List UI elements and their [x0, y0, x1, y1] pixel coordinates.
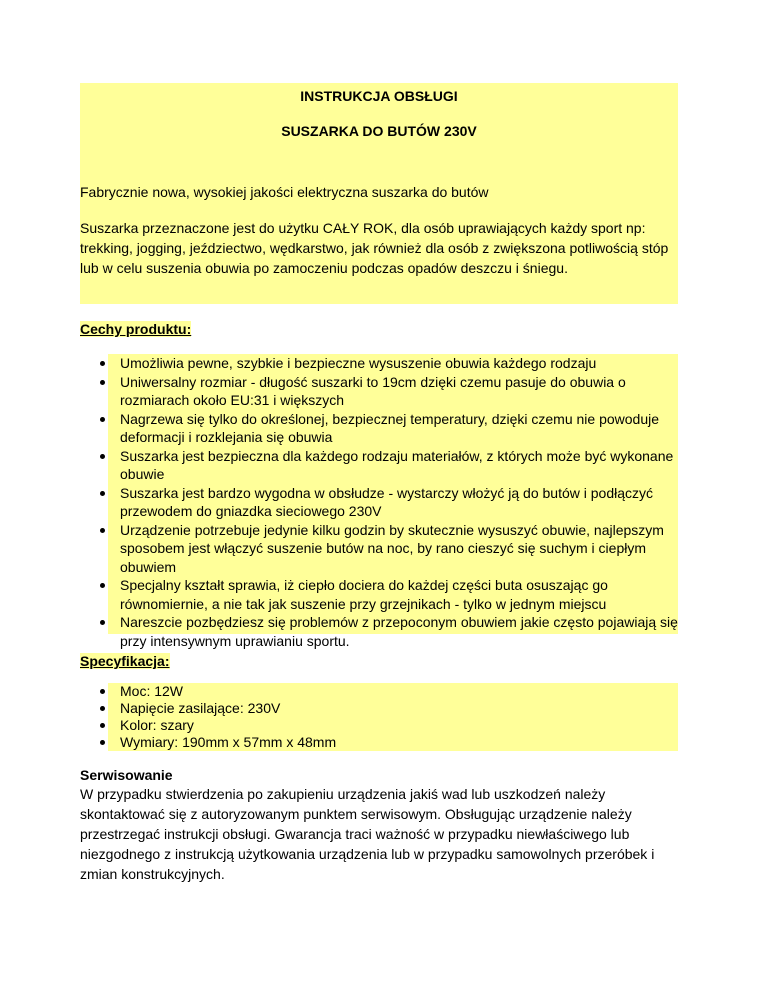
- specs-heading: [80, 652, 170, 670]
- list-item: Moc: 12W: [108, 683, 678, 700]
- list-item: Urządzenie potrzebuje jedynie kilku godzin by skutecznie wysuszyć obuwie, najlepszym sposobem jest włączyć suszenie butów na noc, by rano cieszyć się suchym i ciepłym obuwiem: [108, 521, 678, 577]
- list-item: Kolor: szary: [108, 717, 678, 734]
- list-item: Nagrzewa się tylko do określonej, bezpiecznej temperatury, dzięki czemu nie powoduje deformacji i rozklejania się obuwia: [108, 410, 678, 447]
- document-title: INSTRUKCJA OBSŁUGI: [300, 88, 458, 104]
- list-item: Suszarka jest bardzo wygodna w obsłudze - wystarczy włożyć ją do butów i podłączyć przewodem do gniazdka sieciowego 230V: [108, 484, 678, 521]
- features-heading-text: Cechy produktu:: [80, 321, 192, 337]
- service-heading: Serwisowanie: [80, 767, 173, 783]
- list-item: Wymiary: 190mm x 57mm x 48mm: [108, 734, 678, 751]
- specs-heading-text: Specyfikacja:: [80, 653, 170, 669]
- list-item: Umożliwia pewne, szybkie i bezpieczne wysuszenie obuwia każdego rodzaju: [108, 354, 678, 373]
- features-heading: [80, 320, 191, 338]
- list-item: Suszarka jest bezpieczna dla każdego rodzaju materiałów, z których może być wykonane obuwie: [108, 447, 678, 484]
- intro-paragraph: Suszarka przeznaczone jest do użytku CAŁY ROK, dla osób uprawiających każdy sport np: trekking, jogging, jeździectwo, wędkarstwo, jak również dla osób z zwiększona potliwością stóp lub w celu suszenia obuwia po zamoczeniu podczas opadów deszczu i śniegu.: [80, 220, 669, 276]
- header-highlight-block: [80, 83, 678, 304]
- specs-list: [108, 683, 678, 751]
- intro-line: Fabrycznie nowa, wysokiej jakości elektryczna suszarka do butów: [80, 184, 489, 200]
- list-item: Uniwersalny rozmiar - długość suszarki to 19cm dzięki czemu pasuje do obuwia o rozmiarach około EU:31 i większych: [108, 373, 678, 410]
- list-item: Nareszcie pozbędziesz się problemów z przepoconym obuwiem jakie często pojawiają się przy intensywnym uprawianiu sportu.: [108, 613, 678, 650]
- list-item: Napięcie zasilające: 230V: [108, 700, 678, 717]
- list-item: Specjalny kształt sprawia, iż ciepło dociera do każdej części buta osuszając go równomiernie, a nie tak jak suszenie przy grzejnikach - tylko w jednym miejscu: [108, 576, 678, 613]
- service-paragraph: W przypadku stwierdzenia po zakupieniu urządzenia jakiś wad lub uszkodzeń należy skontaktować się z autoryzowanym punktem serwisowym. Obsługując urządzenie należy przestrzegać instrukcji obsługi. Gwarancja traci ważność w przypadku niewłaściwego lub niezgodnego z instrukcją użytkowania urządzenia lub w przypadku samowolnych przeróbek i zmian konstrukcyjnych.: [80, 786, 655, 882]
- service-section: [80, 766, 680, 884]
- product-title: SUSZARKA DO BUTÓW 230V: [281, 123, 477, 139]
- features-list: [108, 354, 678, 649]
